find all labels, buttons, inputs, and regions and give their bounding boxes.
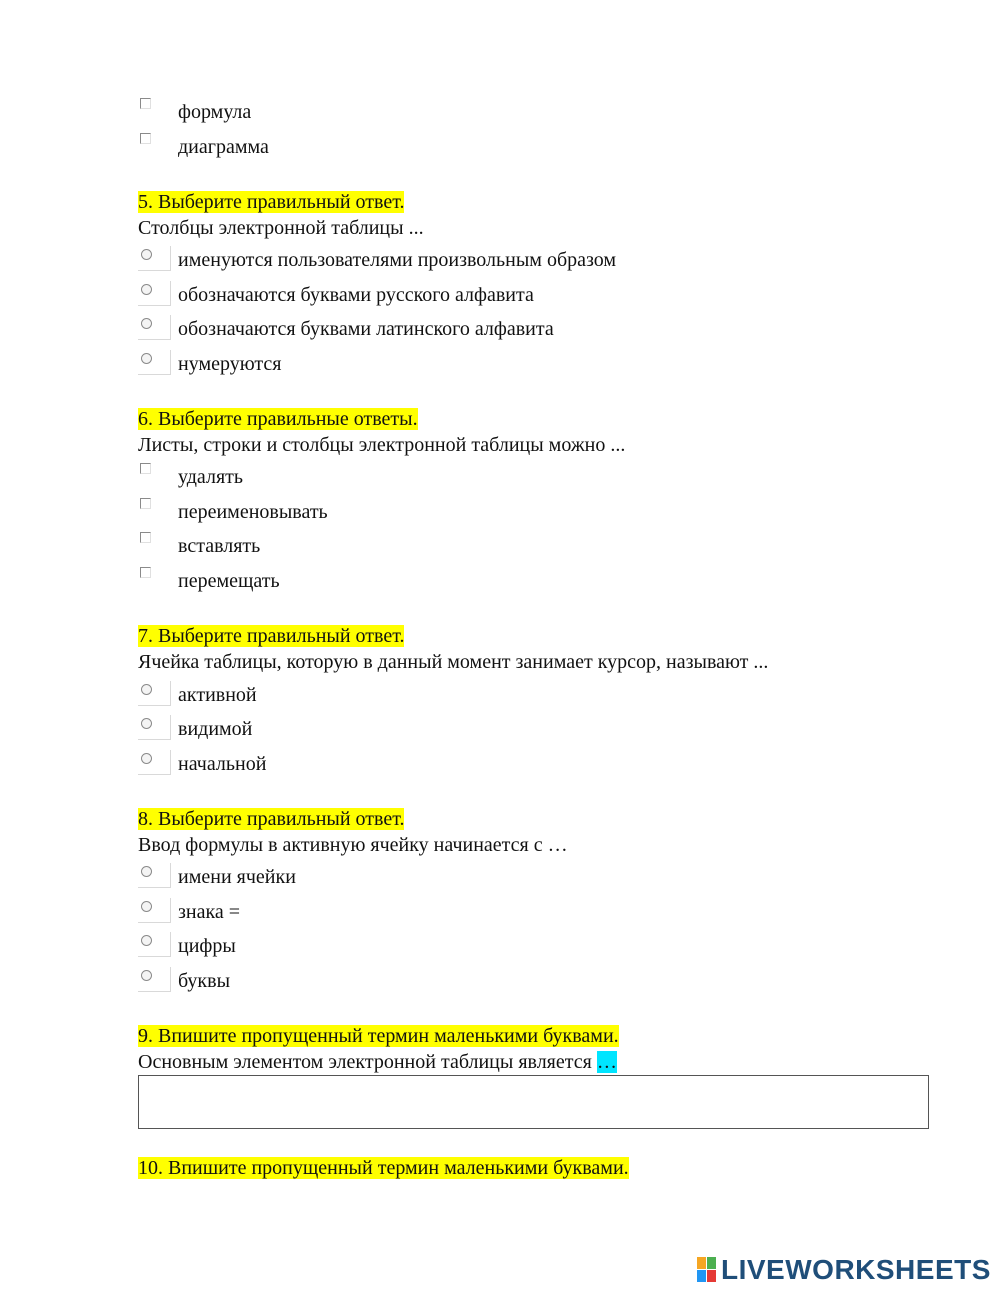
radio-icon[interactable] (138, 281, 172, 307)
checkbox-icon[interactable] (140, 463, 151, 474)
checkbox-icon[interactable] (140, 98, 151, 109)
blank-marker: … (596, 1051, 617, 1073)
q8-option-2[interactable] (138, 898, 838, 928)
checkbox-icon[interactable] (140, 532, 151, 543)
option-label: начальной (178, 753, 267, 775)
q9-prompt: Основным элементом электронной таблицы является … (138, 1051, 617, 1073)
radio-icon[interactable] (138, 750, 172, 776)
q6-option-2[interactable] (138, 498, 838, 528)
q5-title: 5. Выберите правильный ответ. (138, 191, 405, 213)
option-label: перемещать (178, 570, 280, 592)
radio-icon[interactable] (138, 863, 172, 889)
q6-title: 6. Выберите правильные ответы. (138, 408, 418, 430)
q5-option-2[interactable] (138, 281, 838, 311)
option-label: нумеруются (178, 353, 282, 375)
radio-icon[interactable] (138, 681, 172, 707)
option-label: обозначаются буквами русского алфавита (178, 284, 534, 306)
option-label: цифры (178, 935, 236, 957)
logo-text: LIVEWORKSHEETS (721, 1254, 991, 1285)
option-label: буквы (178, 970, 231, 992)
q8-option-4[interactable] (138, 967, 838, 997)
checkbox-icon[interactable] (140, 498, 151, 509)
q7-title: 7. Выберите правильный ответ. (138, 625, 405, 647)
option-label: именуются пользователями произвольным образом (178, 249, 617, 271)
q6-prompt: Листы, строки и столбцы электронной таблицы можно ... (138, 434, 626, 456)
option-label: формула (178, 101, 252, 123)
checkbox-icon[interactable] (140, 567, 151, 578)
q4-option-1[interactable] (138, 98, 838, 128)
q9-title: 9. Впишите пропущенный термин маленькими буквами. (138, 1025, 619, 1047)
option-label: вставлять (178, 535, 261, 557)
checkbox-icon[interactable] (140, 133, 151, 144)
liveworksheets-logo (697, 1255, 991, 1285)
radio-icon[interactable] (138, 350, 172, 376)
q6-option-3[interactable] (138, 532, 838, 562)
q5-option-1[interactable] (138, 246, 838, 276)
q5-prompt: Столбцы электронной таблицы ... (138, 217, 424, 239)
option-label: активной (178, 684, 257, 706)
radio-icon[interactable] (138, 715, 172, 741)
q5-option-4[interactable] (138, 350, 838, 380)
q8-prompt: Ввод формулы в активную ячейку начинается с … (138, 834, 568, 856)
q9-answer-input[interactable] (138, 1075, 929, 1129)
q7-option-1[interactable] (138, 681, 838, 711)
option-label: переименовывать (178, 501, 328, 523)
option-label: обозначаются буквами латинского алфавита (178, 318, 554, 340)
logo-mark-icon (697, 1257, 717, 1283)
option-label: удалять (178, 466, 244, 488)
q6-option-1[interactable] (138, 463, 838, 493)
q8-option-1[interactable] (138, 863, 838, 893)
option-label: диаграмма (178, 136, 269, 158)
q6-option-4[interactable] (138, 567, 838, 597)
radio-icon[interactable] (138, 315, 172, 341)
q10-title: 10. Впишите пропущенный термин маленькими буквами. (138, 1157, 629, 1179)
q4-option-2[interactable] (138, 133, 838, 163)
q7-prompt: Ячейка таблицы, которую в данный момент занимает курсор, называют ... (138, 651, 769, 673)
radio-icon[interactable] (138, 932, 172, 958)
q8-title: 8. Выберите правильный ответ. (138, 808, 405, 830)
q8-option-3[interactable] (138, 932, 838, 962)
radio-icon[interactable] (138, 898, 172, 924)
radio-icon[interactable] (138, 967, 172, 993)
option-label: имени ячейки (178, 866, 296, 888)
option-label: видимой (178, 718, 253, 740)
q7-option-3[interactable] (138, 750, 838, 780)
option-label: знака = (178, 901, 241, 923)
q5-option-3[interactable] (138, 315, 838, 345)
q7-option-2[interactable] (138, 715, 838, 745)
radio-icon[interactable] (138, 246, 172, 272)
